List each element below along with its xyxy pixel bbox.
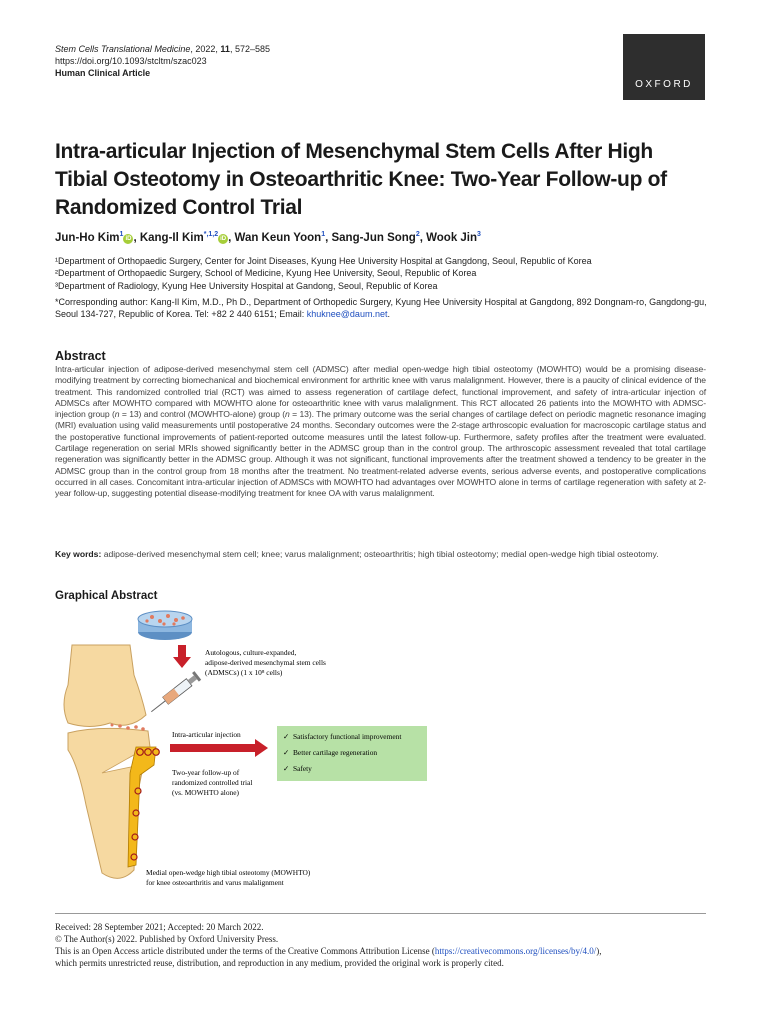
- doi-link[interactable]: https://doi.org/10.1093/stcltm/szac023: [55, 56, 207, 66]
- author[interactable]: Wook Jin$^3$: [426, 231, 481, 244]
- cells-label: Autologous, culture-expanded,: [205, 648, 297, 657]
- svg-text:✓Better cartilage regeneration: [283, 748, 377, 757]
- arrow-down-icon: [173, 645, 191, 668]
- knee-diagram: [64, 645, 159, 878]
- article-footer: [55, 921, 715, 969]
- syringe-icon: [148, 671, 201, 716]
- svg-text:Two-year follow-up ofrandomize: [172, 768, 252, 797]
- outcome-item: Safety: [293, 764, 312, 773]
- svg-text:Medial open-wedge high tibial: [146, 868, 311, 887]
- affiliation: ²Department of Orthopaedic Surgery, School of Medicine, Kyung Hee University, Seoul, Republic of Korea: [55, 268, 477, 279]
- keywords: Key words: adipose-derived mesenchymal stem cell; knee; varus malalignment; osteoarthritis; high tibial osteotomy; medial open-wedge high tibial osteotomy.: [55, 549, 659, 559]
- copyright: © The Author(s) 2022. Published by Oxford University Press.: [55, 934, 279, 944]
- author[interactable]: Kang-Il Kim$^{*,1,2}$iD ,: [139, 231, 235, 244]
- volume: 11: [220, 44, 230, 54]
- graphical-abstract: [50, 605, 450, 895]
- license-terms: which permits unrestricted reuse, distribution, and reproduction in any medium, provided the original work is properly cited.: [55, 958, 504, 968]
- author[interactable]: Jun-Ho Kim$^1$iD ,: [55, 231, 140, 244]
- article-title: Intra-articular Injection of Mesenchymal Stem Cells After High Tibial Osteotomy in Osteoarthritic Knee: Two-Year Follow-up of Randomized Control Trial: [55, 140, 667, 219]
- svg-text:Autologous, culture-expanded,a: [205, 648, 326, 677]
- cells-label: adipose-derived mesenchymal stem cells: [205, 658, 326, 667]
- affiliation: ³Department of Radiology, Kyung Hee University Hospital at Gandong, Seoul, Republic of Korea: [55, 280, 438, 291]
- svg-text:✓Safety: [283, 764, 312, 773]
- arrow-right-icon: [170, 739, 268, 757]
- check-icon: ✓: [283, 764, 290, 773]
- author[interactable]: Sang-Jun Song$^2$,: [331, 231, 427, 244]
- outcome-item: Better cartilage regeneration: [293, 748, 378, 757]
- author[interactable]: Wan Keun Yoon$^1$,: [234, 231, 332, 244]
- affiliation: ¹Department of Orthopaedic Surgery, Center for Joint Diseases, Kyung Hee University Hospital at Gangdong, Seoul, Republic of Korea: [55, 256, 592, 266]
- affiliations: [55, 255, 715, 320]
- procedure-label: for knee osteoarthritis and varus malalignment: [146, 878, 284, 887]
- article-meta: [55, 43, 270, 79]
- check-icon: ✓: [283, 748, 290, 757]
- abstract-text: Intra-articular injection of adipose-derived mesenchymal stem cell (ADMSC) after medial open-wedge high tibial osteotomy (MOWHTO) would be a promising disease-modifying treatment by correcting biomechanical and biochemical environment for arthritic knee with varus malalignment. However, there is a paucity of clinical evidence of the treatment. This randomized controlled trial (RCT) was aimed to assess regeneration of cartilage defect, functional improvement, and safety of intra-articular injection of ADMSCs after MOWHTO compared with MOWHTO alone for osteoarthritic knee with varus malalignment. This RCT allocated 26 patients into the MOWHTO with ADMSC-injection group (n = 13) and control (MOWHTO-alone) group (n = 13). The primary outcome was the serial changes of cartilage defect on periodic magnetic resonance imaging (MRI) evaluation using valid measurements until postoperative 24 months. Secondary outcomes were the 2-stage arthroscopic evaluation for macroscopic cartilage status and the postoperative functional improvements of patient-reported outcome measures until the latest follow-up. Furthermore, safety profiles after the treatment were evaluated. Cartilage regeneration on serial MRIs showed significantly better in the ADMSC group than in the control group. The arthroscopic assessment revealed that total cartilage regeneration was significantly better in the ADMSC group. Although it was not significant, functional improvements after the treatment showed a tendency to be greater in the ADMSC group than in the control group from 18 months after the treatment. No treatment-related adverse events, serious adverse events, and postoperative complications occurred in all cases. Concomitant intra-articular injection of ADMSCs with MOWHTO had advantages over MOWHTO alone in terms of cartilage regeneration with safety at 2-year follow-up, suggesting potential disease-modifying treatment for knee OA with varus malalignment.: [55, 364, 706, 499]
- article-type: Human Clinical Article: [55, 68, 151, 78]
- followup-label: Two-year follow-up of: [172, 768, 240, 777]
- license: This is an Open Access article distributed under the terms of the Creative Commons Attribution License (https://creativecommons.org/licenses/by/4.0/),: [55, 946, 602, 956]
- graphical-abstract-heading: Graphical Abstract: [55, 590, 158, 602]
- footer-divider: [55, 913, 706, 914]
- oxford-logo: OXFORD: [623, 34, 705, 100]
- journal-name: Stem Cells Translational Medicine: [55, 44, 191, 54]
- procedure-label: Medial open-wedge high tibial osteotomy (MOWHTO): [146, 868, 311, 877]
- orcid-icon[interactable]: iD: [125, 235, 132, 242]
- corresponding-author: *Corresponding author: Kang-Il Kim, M.D., Ph D., Department of Orthopedic Surgery, Kyung Hee University Hospital at Gangdong, 892 Dongnam-ro, Gangdong-gu, Seoul 134-727, Republic of Korea. Tel: +82 2 440 6151; Email: khuknee@daum.net.: [55, 296, 707, 320]
- email-link[interactable]: khuknee@daum.net: [306, 309, 388, 320]
- check-icon: ✓: [283, 732, 290, 741]
- orcid-icon[interactable]: iD: [220, 235, 227, 242]
- journal-citation: Stem Cells Translational Medicine, 2022, 11, 572–585: [55, 44, 270, 54]
- author-list: [55, 231, 715, 244]
- abstract-heading: Abstract: [55, 349, 106, 363]
- license-link[interactable]: https://creativecommons.org/licenses/by/4.0/: [434, 946, 597, 956]
- petri-dish-icon: [138, 611, 192, 640]
- injection-label: Intra-articular injection: [172, 730, 241, 739]
- cells-label: (ADMSCs) (1 x 10⁸ cells): [205, 668, 283, 677]
- followup-label: randomized controlled trial: [172, 778, 253, 787]
- svg-text:✓Satisfactory functional impro: [283, 732, 402, 741]
- received-dates: Received: 28 September 2021; Accepted: 20 March 2022.: [55, 922, 264, 932]
- outcome-item: Satisfactory functional improvement: [293, 732, 402, 741]
- followup-label: (vs. MOWHTO alone): [172, 788, 239, 797]
